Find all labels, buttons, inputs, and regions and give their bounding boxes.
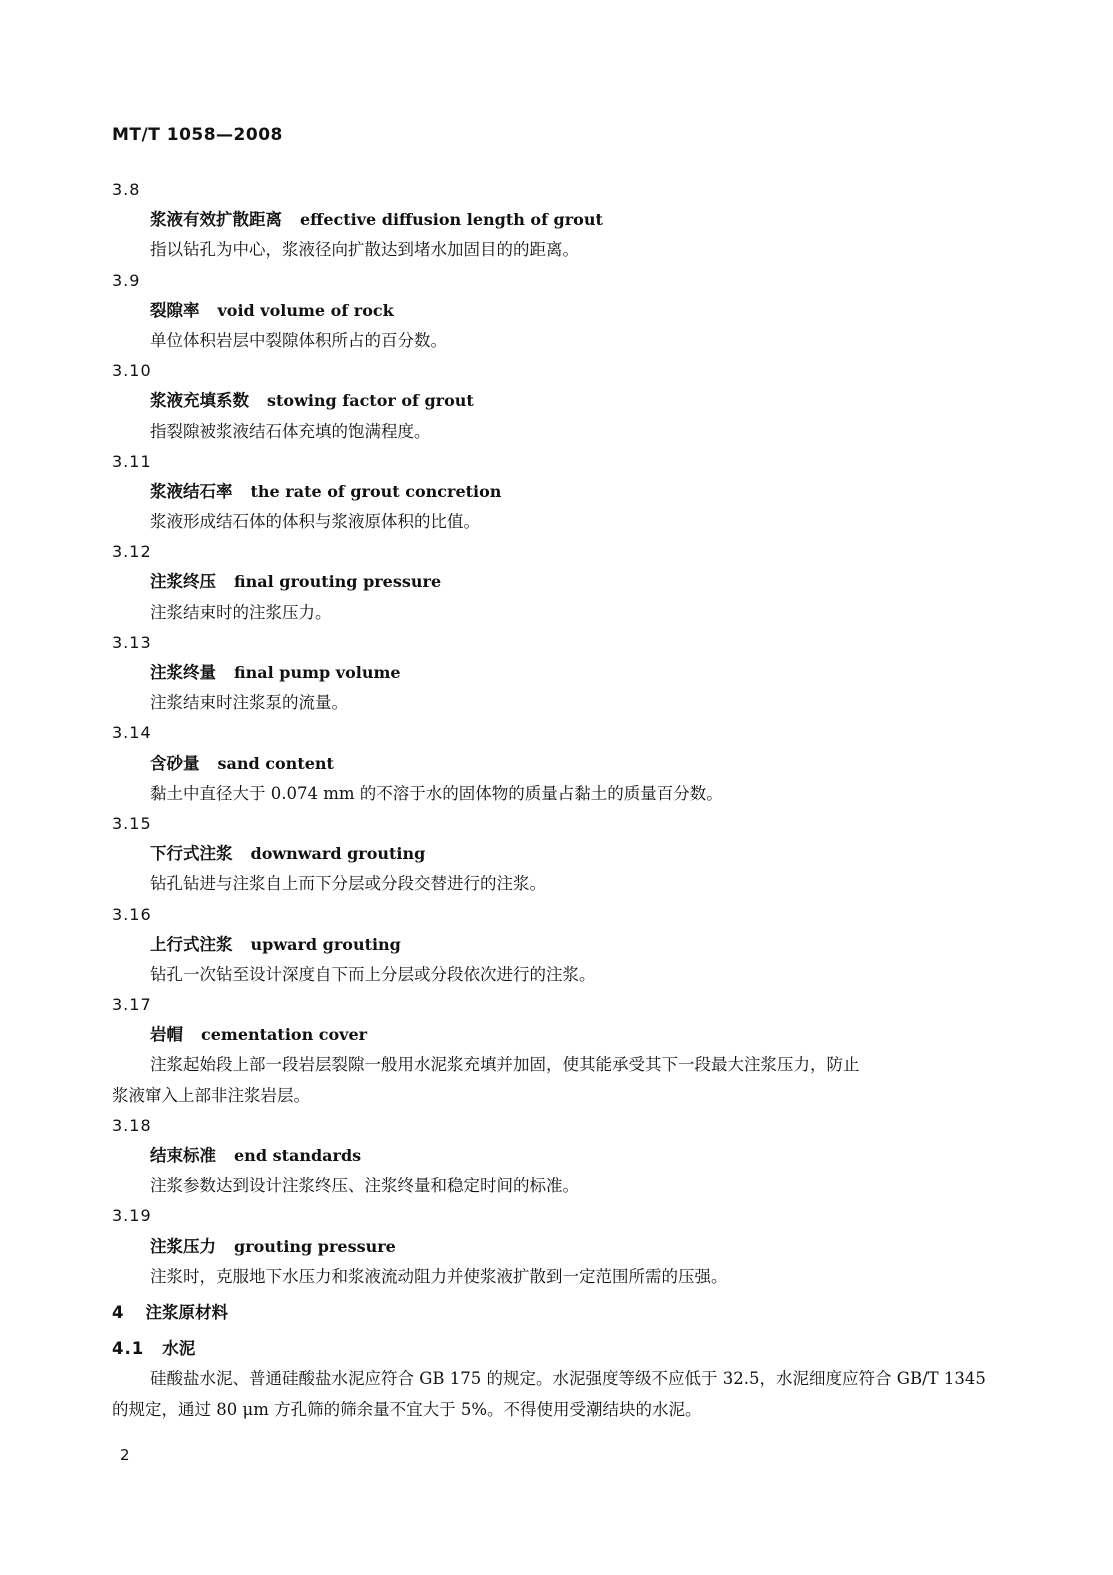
term-chinese: 注浆终量	[150, 663, 216, 682]
term-heading	[112, 1141, 992, 1171]
term-english: final pump volume	[234, 663, 401, 682]
clause-number: 3.18	[112, 1115, 152, 1135]
term-chinese: 结束标准	[150, 1146, 216, 1165]
term-definition: 钻孔一次钻至设计深度自下而上分层或分段依次进行的注浆。	[150, 964, 596, 984]
term-definition: 注浆参数达到设计注浆终压、注浆终量和稳定时间的标准。	[150, 1176, 579, 1196]
subsection-heading	[112, 1334, 992, 1364]
term-english: downward grouting	[250, 844, 426, 864]
clause-number: 3.17	[112, 995, 152, 1015]
section-number: 4	[112, 1302, 124, 1322]
term-heading	[112, 839, 992, 869]
term-chinese: 下行式注浆	[150, 844, 233, 864]
term-definition: 黏土中直径大于 0.074 mm 的不溶于水的固体物的质量占黏土的质量百分数。	[150, 783, 723, 803]
term-english: sand content	[217, 753, 334, 773]
subsection-paragraph: 硅酸盐水泥、普通硅酸盐水泥应符合 GB 175 的规定。水泥强度等级不应低于 32.5，水泥细度应符合 GB/T 1345 的规定，通过 80 μm 方孔筛的筛余量不宜大于 5%。不得使用受潮结块的水泥。	[112, 1369, 986, 1419]
term-definition: 注浆结束时注浆泵的流量。	[150, 693, 348, 713]
term-heading	[112, 1232, 992, 1262]
term-definition: 指以钻孔为中心，浆液径向扩散达到堵水加固目的的距离。	[150, 240, 579, 260]
section-title: 注浆原材料	[145, 1302, 228, 1322]
term-chinese: 浆液充填系数	[150, 391, 249, 411]
term-english: effective diffusion length of grout	[300, 210, 603, 230]
subsection-title: 水泥	[162, 1339, 196, 1359]
term-chinese: 浆液有效扩散距离	[150, 210, 282, 230]
term-heading	[112, 205, 992, 235]
term-definition: 单位体积岩层中裂隙体积所占的百分数。	[150, 330, 447, 350]
term-definition-continuation: 浆液窜入上部非注浆岩层。	[112, 1085, 310, 1105]
term-chinese: 上行式注浆	[150, 934, 233, 954]
term-english: void volume of rock	[217, 300, 394, 320]
term-definition: 注浆时，克服地下水压力和浆液流动阻力并使浆液扩散到一定范围所需的压强。	[150, 1266, 728, 1286]
term-heading	[112, 386, 992, 416]
section-heading	[112, 1298, 992, 1328]
clause-number: 3.13	[112, 632, 152, 652]
clause-number: 3.19	[112, 1206, 152, 1226]
term-heading	[112, 296, 992, 326]
term-english: cementation cover	[201, 1025, 368, 1045]
term-chinese: 注浆压力	[150, 1236, 216, 1256]
term-chinese: 岩帽	[150, 1025, 183, 1045]
term-chinese: 浆液结石率	[150, 481, 233, 501]
term-heading	[112, 930, 992, 960]
term-english: grouting pressure	[234, 1236, 396, 1256]
term-definition: 钻孔钻进与注浆自上而下分层或分段交替进行的注浆。	[150, 874, 546, 894]
term-english: upward grouting	[250, 934, 401, 954]
term-english: final grouting pressure	[234, 572, 442, 592]
term-definition: 浆液形成结石体的体积与浆液原体积的比值。	[150, 512, 480, 532]
term-definition: 指裂隙被浆液结石体充填的饱满程度。	[150, 421, 431, 441]
clause-number: 3.14	[112, 723, 152, 743]
clause-number: 3.16	[112, 904, 152, 924]
clause-number: 3.12	[112, 542, 152, 562]
term-chinese: 裂隙率	[150, 300, 200, 320]
page-content	[112, 175, 992, 1425]
term-heading	[112, 1020, 992, 1050]
page-number: 2	[120, 1446, 130, 1464]
term-heading	[112, 477, 992, 507]
clause-number: 3.8	[112, 180, 141, 199]
term-english: the rate of grout concretion	[250, 481, 502, 501]
term-heading	[112, 567, 992, 597]
term-chinese: 含砂量	[150, 753, 200, 773]
term-definition: 注浆起始段上部一段岩层裂隙一般用水泥浆充填并加固，使其能承受其下一段最大注浆压力，防止	[150, 1055, 860, 1075]
clause-number: 3.15	[112, 813, 152, 833]
term-english: end standards	[234, 1146, 362, 1165]
term-heading	[112, 658, 992, 688]
standard-code-header: MT/T 1058—2008	[112, 125, 283, 145]
term-heading	[112, 749, 992, 779]
clause-number: 3.9	[112, 270, 141, 290]
term-definition: 注浆结束时的注浆压力。	[150, 602, 332, 622]
term-chinese: 注浆终压	[150, 572, 216, 592]
clause-number: 3.11	[112, 451, 152, 471]
clause-number: 3.10	[112, 361, 152, 381]
subsection-number: 4.1	[112, 1339, 145, 1359]
term-english: stowing factor of grout	[267, 391, 474, 411]
